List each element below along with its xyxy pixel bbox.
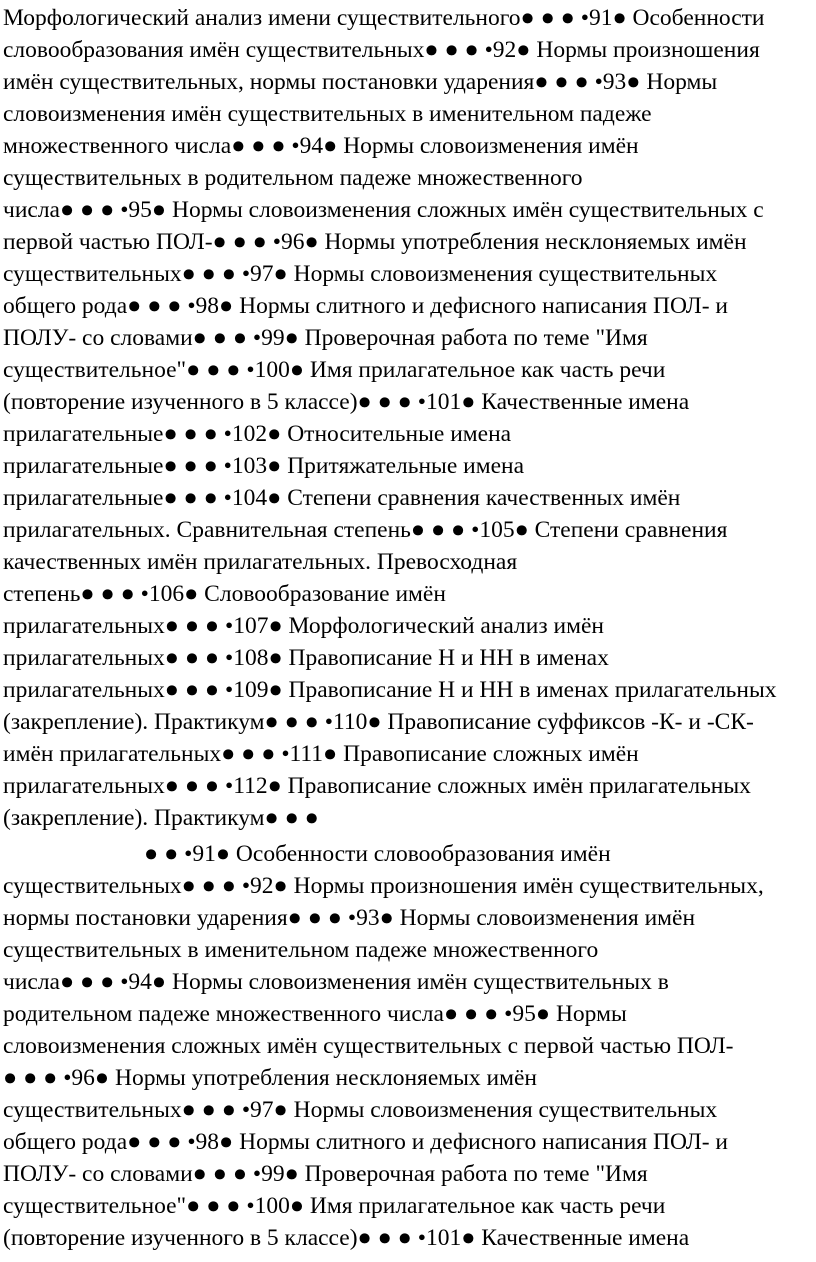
text-line: существительное"● ● ● •100● Имя прилагательное как часть речи bbox=[3, 357, 666, 383]
text-line: прилагательных● ● ● •107● Морфологический анализ имён bbox=[3, 613, 604, 639]
text-line: множественного числа● ● ● •94● Нормы словоизменения имён bbox=[3, 133, 639, 159]
text-line: существительных в именительном падеже множественного bbox=[3, 937, 599, 963]
text-line: общего рода● ● ● •98● Нормы слитного и дефисного написания ПОЛ- и bbox=[3, 293, 728, 319]
text-line: числа● ● ● •94● Нормы словоизменения имён существительных в bbox=[3, 969, 669, 995]
text-line: родительном падеже множественного числа● ● ● •95● Нормы bbox=[3, 1001, 627, 1027]
text-line: степень● ● ● •106● Словообразование имён bbox=[3, 581, 446, 607]
text-line: (закрепление). Практикум● ● ● •110● Правописание суффиксов -К- и -СК- bbox=[3, 709, 754, 735]
text-line: качественных имён прилагательных. Превосходная bbox=[3, 549, 518, 575]
text-line: существительных● ● ● •97● Нормы словоизменения существительных bbox=[3, 261, 718, 287]
text-line: прилагательных● ● ● •112● Правописание сложных имён прилагательных bbox=[3, 773, 751, 799]
text-line: прилагательных. Сравнительная степень● ● ● •105● Степени сравнения bbox=[3, 517, 728, 543]
text-line: (повторение изученного в 5 классе)● ● ● •101● Качественные имена bbox=[3, 1225, 690, 1251]
text-line: Морфологический анализ имени существительного● ● ● •91● Особенности bbox=[3, 5, 765, 31]
text-line: словоизменения имён существительных в именительном падеже bbox=[3, 101, 652, 127]
text-line: ● ● ● •96● Нормы употребления несклоняемых имён bbox=[3, 1065, 537, 1091]
text-line: прилагательные● ● ● •103● Притяжательные имена bbox=[3, 453, 525, 479]
text-line: существительное"● ● ● •100● Имя прилагательное как часть речи bbox=[3, 1193, 666, 1219]
text-line: прилагательных● ● ● •109● Правописание Н и НН в именах прилагательных bbox=[3, 677, 777, 703]
text-line: существительных● ● ● •97● Нормы словоизменения существительных bbox=[3, 1097, 718, 1123]
text-line: словоизменения сложных имён существительных с первой частью ПОЛ- bbox=[3, 1033, 734, 1059]
text-line: существительных в родительном падеже множественного bbox=[3, 165, 583, 191]
text-line: (закрепление). Практикум● ● ● bbox=[3, 805, 319, 831]
text-line: ● ● •91● Особенности словообразования имён bbox=[3, 841, 611, 867]
text-line: первой частью ПОЛ-● ● ● •96● Нормы употребления несклоняемых имён bbox=[3, 229, 747, 255]
text-line: числа● ● ● •95● Нормы словоизменения сложных имён существительных с bbox=[3, 197, 764, 223]
text-line: прилагательные● ● ● •102● Относительные имена bbox=[3, 421, 512, 447]
text-line: (повторение изученного в 5 классе)● ● ● •101● Качественные имена bbox=[3, 389, 690, 415]
text-line: ПОЛУ- со словами● ● ● •99● Проверочная работа по теме "Имя bbox=[3, 1161, 648, 1187]
text-line: имён прилагательных● ● ● •111● Правописание сложных имён bbox=[3, 741, 639, 767]
text-line: ПОЛУ- со словами● ● ● •99● Проверочная работа по теме "Имя bbox=[3, 325, 648, 351]
text-line: прилагательных● ● ● •108● Правописание Н и НН в именах bbox=[3, 645, 609, 671]
text-line: прилагательные● ● ● •104● Степени сравнения качественных имён bbox=[3, 485, 681, 511]
text-line: существительных● ● ● •92● Нормы произношения имён существительных, bbox=[3, 873, 764, 899]
text-line: имён существительных, нормы постановки ударения● ● ● •93● Нормы bbox=[3, 69, 718, 95]
text-line: словообразования имён существительных● ● ● •92● Нормы произношения bbox=[3, 37, 760, 63]
text-line: общего рода● ● ● •98● Нормы слитного и дефисного написания ПОЛ- и bbox=[3, 1129, 728, 1155]
text-line: нормы постановки ударения● ● ● •93● Нормы словоизменения имён bbox=[3, 905, 696, 931]
